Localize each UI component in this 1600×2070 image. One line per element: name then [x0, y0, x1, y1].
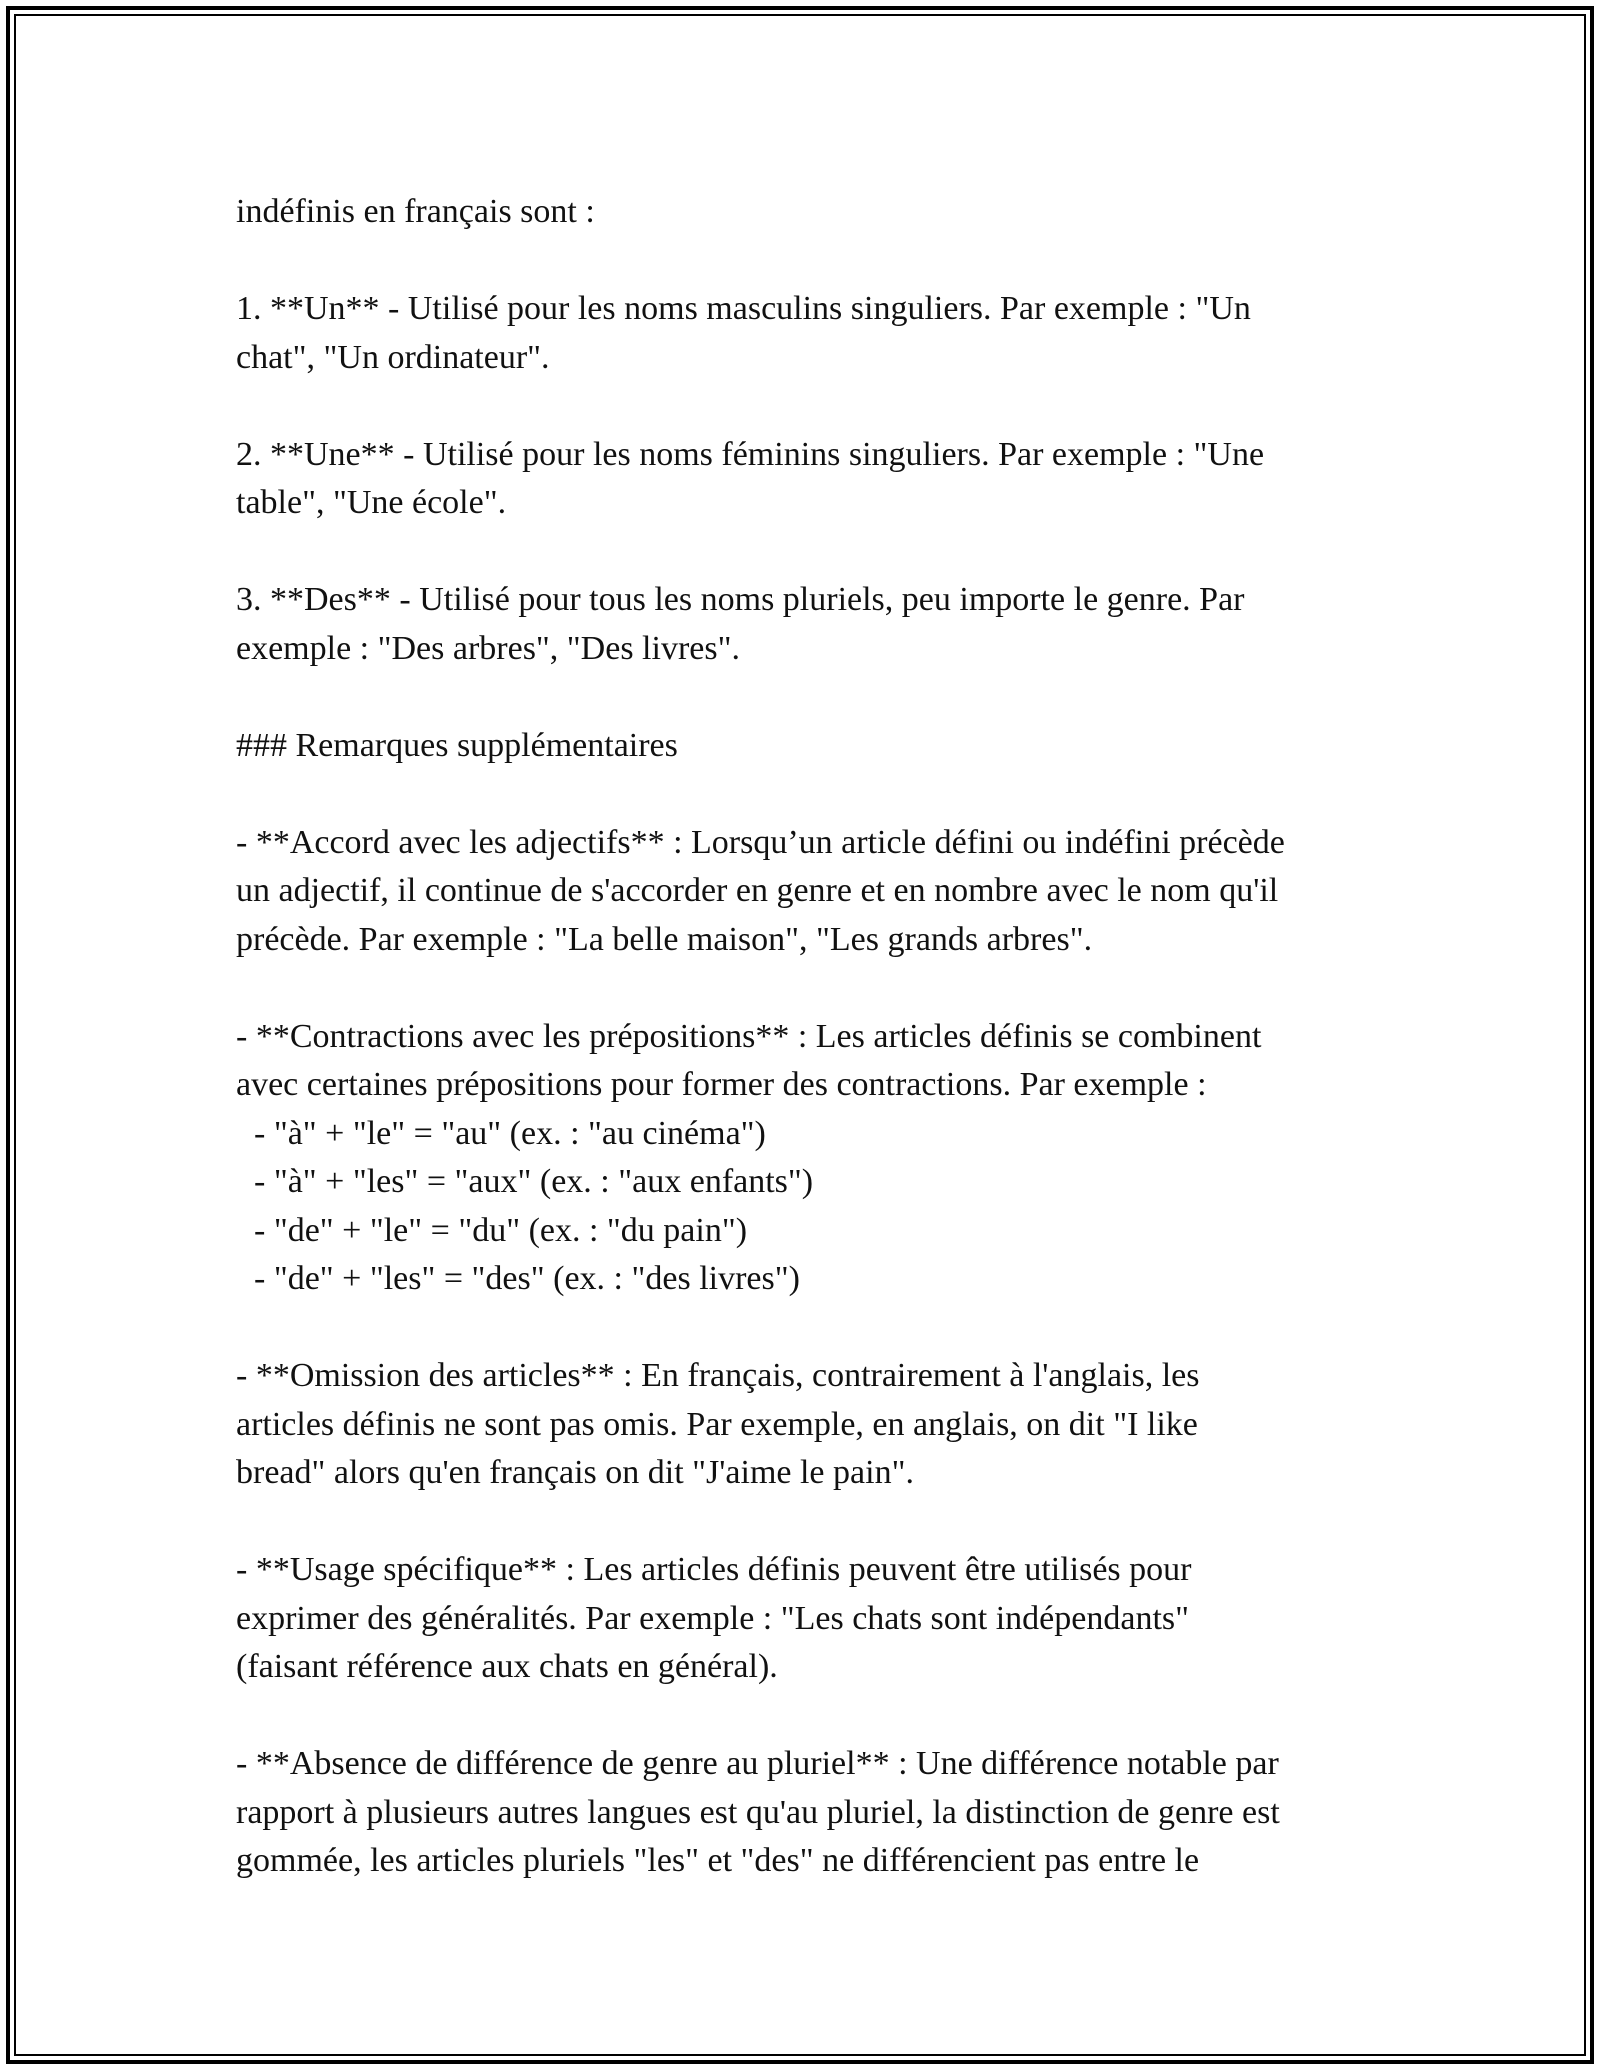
- contraction-item: - "à" + "le" = "au" (ex. : "au cinéma"): [254, 1114, 766, 1152]
- note-omission: [236, 1352, 1376, 1498]
- text-line: (faisant référence aux chats en général).: [236, 1648, 778, 1685]
- note-contractions: [236, 1013, 1376, 1304]
- text-line: indéfinis en français sont :: [236, 193, 595, 230]
- text-line: chat", "Un ordinateur".: [236, 338, 550, 376]
- document-body: [236, 188, 1376, 1886]
- list-item-des: [236, 576, 1376, 673]
- text-line: table", "Une école".: [236, 484, 507, 521]
- text-line: avec certaines prépositions pour former des contractions. Par exemple :: [236, 1066, 1207, 1103]
- text-line: exprimer des généralités. Par exemple : "Les chats sont indépendants": [236, 1599, 1190, 1637]
- text-line: 2. **Une** - Utilisé pour les noms féminins singuliers. Par exemple : "Une: [236, 435, 1265, 473]
- text-line: - **Usage spécifique** : Les articles définis peuvent être utilisés pour: [236, 1551, 1192, 1588]
- list-item-un: [236, 285, 1376, 382]
- contraction-item: - "à" + "les" = "aux" (ex. : "aux enfants"): [254, 1163, 814, 1200]
- text-line: - **Omission des articles** : En français, contrairement à l'anglais, les: [236, 1357, 1200, 1394]
- text-line: exemple : "Des arbres", "Des livres".: [236, 629, 740, 667]
- text-line: 1. **Un** - Utilisé pour les noms masculins singuliers. Par exemple : "Un: [236, 290, 1251, 327]
- contraction-item: - "de" + "le" = "du" (ex. : "du pain"): [254, 1211, 748, 1249]
- list-item-une: [236, 431, 1376, 528]
- text-line: 3. **Des** - Utilisé pour tous les noms pluriels, peu importe le genre. Par: [236, 581, 1245, 618]
- text-line: gommée, les articles pluriels "les" et "des" ne différencient pas entre le: [236, 1842, 1200, 1879]
- heading-text: ### Remarques supplémentaires: [236, 726, 678, 764]
- text-line: articles définis ne sont pas omis. Par exemple, en anglais, on dit "I like: [236, 1405, 1198, 1443]
- text-line: précède. Par exemple : "La belle maison", "Les grands arbres".: [236, 920, 1093, 958]
- text-line: rapport à plusieurs autres langues est qu'au pluriel, la distinction de genre est: [236, 1793, 1280, 1831]
- text-line: - **Absence de différence de genre au pluriel** : Une différence notable par: [236, 1745, 1279, 1782]
- note-absence-genre: [236, 1740, 1376, 1886]
- text-line: bread" alors qu'en français on dit "J'aime le pain".: [236, 1454, 914, 1491]
- text-line: un adjectif, il continue de s'accorder en genre et en nombre avec le nom qu'il: [236, 872, 1279, 909]
- intro-paragraph: [236, 188, 1376, 237]
- contraction-item: - "de" + "les" = "des" (ex. : "des livres"): [254, 1260, 800, 1297]
- note-accord-adjectifs: [236, 819, 1376, 965]
- note-usage-specifique: [236, 1546, 1376, 1692]
- text-line: - **Contractions avec les prépositions** : Les articles définis se combinent: [236, 1017, 1262, 1055]
- section-heading: [236, 722, 1376, 771]
- text-line: - **Accord avec les adjectifs** : Lorsqu’un article défini ou indéfini précède: [236, 823, 1285, 861]
